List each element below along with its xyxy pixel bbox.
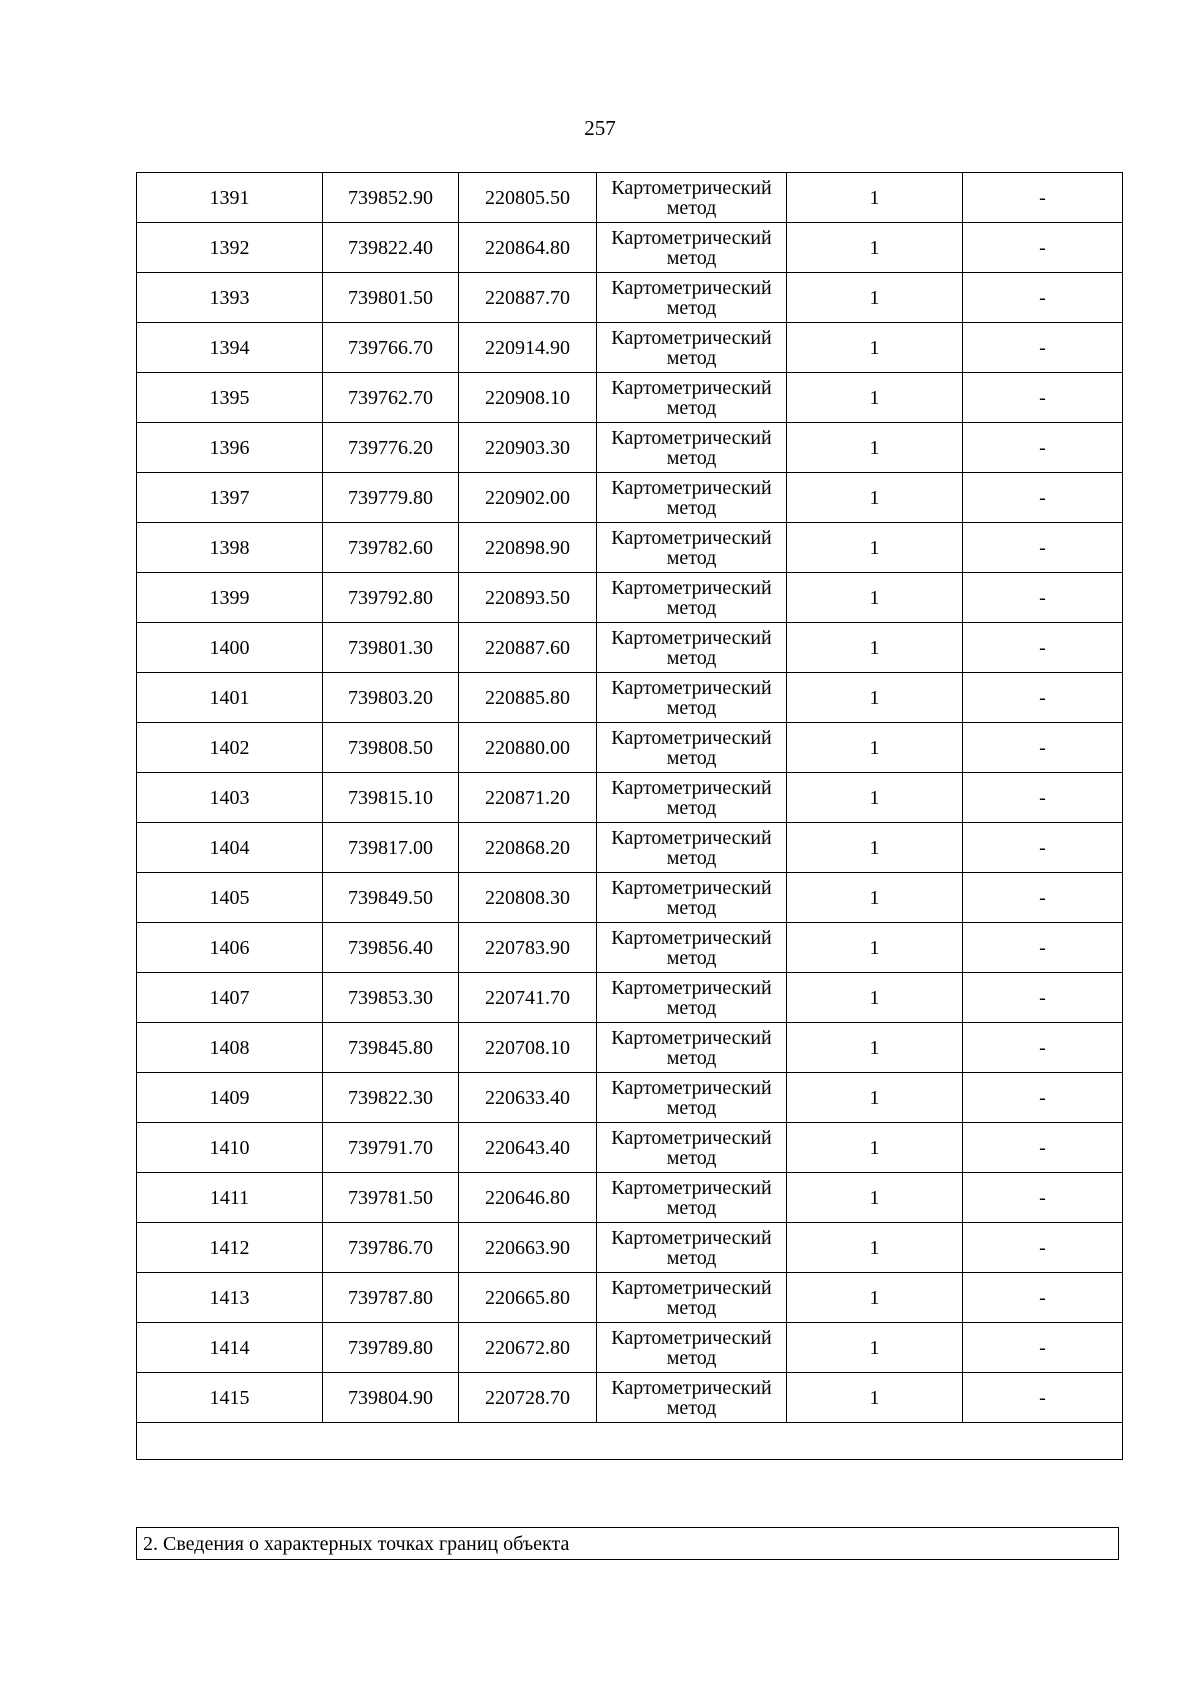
note-cell: -: [963, 673, 1123, 723]
method-line-1: Картометрический: [611, 1176, 772, 1199]
table-row: [137, 1073, 1123, 1123]
method-cell: [597, 773, 787, 823]
method-line-1: Картометрический: [611, 176, 772, 199]
method-line-1: Картометрический: [611, 726, 772, 749]
method-line-2: метод: [666, 196, 717, 219]
x-coordinate-cell: 739808.50: [323, 723, 459, 773]
method-cell: [597, 973, 787, 1023]
y-coordinate-cell: 220864.80: [459, 223, 597, 273]
method-cell: [597, 1223, 787, 1273]
method-line-2: метод: [666, 396, 717, 419]
method-line-2: метод: [666, 896, 717, 919]
accuracy-cell: 1: [787, 223, 963, 273]
x-coordinate-cell: 739801.30: [323, 623, 459, 673]
section-title: 2. Сведения о характерных точках границ объекта: [136, 1527, 1119, 1560]
table-row: [137, 1023, 1123, 1073]
method-line-2: метод: [666, 846, 717, 869]
table-row: [137, 1323, 1123, 1373]
method-cell: [597, 623, 787, 673]
method-line-1: Картометрический: [611, 276, 772, 299]
y-coordinate-cell: 220903.30: [459, 423, 597, 473]
y-coordinate-cell: 220672.80: [459, 1323, 597, 1373]
x-coordinate-cell: 739845.80: [323, 1023, 459, 1073]
note-cell: -: [963, 1373, 1123, 1423]
point-number-cell: 1397: [137, 473, 323, 523]
method-cell: [597, 1123, 787, 1173]
note-cell: -: [963, 773, 1123, 823]
x-coordinate-cell: 739786.70: [323, 1223, 459, 1273]
accuracy-cell: 1: [787, 1373, 963, 1423]
method-line-2: метод: [666, 1146, 717, 1169]
table-row: [137, 773, 1123, 823]
accuracy-cell: 1: [787, 673, 963, 723]
y-coordinate-cell: 220665.80: [459, 1273, 597, 1323]
table-row: [137, 873, 1123, 923]
y-coordinate-cell: 220887.60: [459, 623, 597, 673]
table-row: [137, 723, 1123, 773]
point-number-cell: 1395: [137, 373, 323, 423]
method-line-1: Картометрический: [611, 1126, 772, 1149]
method-cell: [597, 473, 787, 523]
x-coordinate-cell: 739792.80: [323, 573, 459, 623]
point-number-cell: 1411: [137, 1173, 323, 1223]
page-number: 257: [584, 116, 616, 140]
note-cell: -: [963, 1123, 1123, 1173]
point-number-cell: 1393: [137, 273, 323, 323]
method-cell: [597, 823, 787, 873]
x-coordinate-cell: 739801.50: [323, 273, 459, 323]
x-coordinate-cell: 739817.00: [323, 823, 459, 873]
point-number-cell: 1400: [137, 623, 323, 673]
point-number-cell: 1405: [137, 873, 323, 923]
method-line-2: метод: [666, 346, 717, 369]
method-cell: [597, 673, 787, 723]
table-row: [137, 323, 1123, 373]
point-number-cell: 1408: [137, 1023, 323, 1073]
y-coordinate-cell: 220893.50: [459, 573, 597, 623]
table-row: [137, 573, 1123, 623]
method-line-1: Картометрический: [611, 776, 772, 799]
accuracy-cell: 1: [787, 1323, 963, 1373]
x-coordinate-cell: 739762.70: [323, 373, 459, 423]
method-line-1: Картометрический: [611, 476, 772, 499]
method-line-2: метод: [666, 1246, 717, 1269]
accuracy-cell: 1: [787, 273, 963, 323]
method-line-2: метод: [666, 796, 717, 819]
note-cell: -: [963, 1323, 1123, 1373]
point-number-cell: 1396: [137, 423, 323, 473]
x-coordinate-cell: 739781.50: [323, 1173, 459, 1223]
point-number-cell: 1399: [137, 573, 323, 623]
y-coordinate-cell: 220885.80: [459, 673, 597, 723]
note-cell: -: [963, 423, 1123, 473]
method-line-1: Картометрический: [611, 426, 772, 449]
method-line-1: Картометрический: [611, 626, 772, 649]
note-cell: -: [963, 223, 1123, 273]
method-line-1: Картометрический: [611, 926, 772, 949]
point-number-cell: 1401: [137, 673, 323, 723]
x-coordinate-cell: 739856.40: [323, 923, 459, 973]
note-cell: -: [963, 723, 1123, 773]
method-line-2: метод: [666, 446, 717, 469]
table-row: [137, 1173, 1123, 1223]
y-coordinate-cell: 220908.10: [459, 373, 597, 423]
method-line-2: метод: [666, 1046, 717, 1069]
point-number-cell: 1415: [137, 1373, 323, 1423]
method-line-1: Картометрический: [611, 376, 772, 399]
table-row: [137, 623, 1123, 673]
point-number-cell: 1413: [137, 1273, 323, 1323]
method-cell: [597, 1173, 787, 1223]
note-cell: -: [963, 973, 1123, 1023]
accuracy-cell: 1: [787, 373, 963, 423]
point-number-cell: 1410: [137, 1123, 323, 1173]
method-cell: [597, 1073, 787, 1123]
empty-row: [137, 1423, 1123, 1460]
table-row: [137, 923, 1123, 973]
accuracy-cell: 1: [787, 773, 963, 823]
method-cell: [597, 323, 787, 373]
y-coordinate-cell: 220914.90: [459, 323, 597, 373]
method-cell: [597, 173, 787, 223]
method-line-1: Картометрический: [611, 826, 772, 849]
method-line-2: метод: [666, 1096, 717, 1119]
x-coordinate-cell: 739776.20: [323, 423, 459, 473]
table-row: [137, 1223, 1123, 1273]
method-cell: [597, 873, 787, 923]
table-row: [137, 523, 1123, 573]
point-number-cell: 1403: [137, 773, 323, 823]
method-line-2: метод: [666, 1196, 717, 1219]
table-row: [137, 973, 1123, 1023]
y-coordinate-cell: 220663.90: [459, 1223, 597, 1273]
method-line-1: Картометрический: [611, 1376, 772, 1399]
x-coordinate-cell: 739766.70: [323, 323, 459, 373]
table-row: [137, 223, 1123, 273]
y-coordinate-cell: 220741.70: [459, 973, 597, 1023]
accuracy-cell: 1: [787, 1173, 963, 1223]
note-cell: -: [963, 1223, 1123, 1273]
method-line-1: Картометрический: [611, 876, 772, 899]
table-row: [137, 273, 1123, 323]
method-cell: [597, 523, 787, 573]
accuracy-cell: 1: [787, 523, 963, 573]
note-cell: -: [963, 1073, 1123, 1123]
y-coordinate-cell: 220633.40: [459, 1073, 597, 1123]
method-line-1: Картометрический: [611, 576, 772, 599]
method-line-2: метод: [666, 646, 717, 669]
note-cell: -: [963, 923, 1123, 973]
x-coordinate-cell: 739804.90: [323, 1373, 459, 1423]
method-line-2: метод: [666, 1296, 717, 1319]
method-line-2: метод: [666, 746, 717, 769]
table-row: [137, 1273, 1123, 1323]
method-line-2: метод: [666, 696, 717, 719]
method-cell: [597, 223, 787, 273]
method-cell: [597, 573, 787, 623]
method-cell: [597, 1273, 787, 1323]
method-line-2: метод: [666, 246, 717, 269]
x-coordinate-cell: 739779.80: [323, 473, 459, 523]
point-number-cell: 1392: [137, 223, 323, 273]
x-coordinate-cell: 739791.70: [323, 1123, 459, 1173]
method-line-1: Картометрический: [611, 526, 772, 549]
accuracy-cell: 1: [787, 573, 963, 623]
method-line-1: Картометрический: [611, 226, 772, 249]
accuracy-cell: 1: [787, 1073, 963, 1123]
point-number-cell: 1402: [137, 723, 323, 773]
note-cell: -: [963, 373, 1123, 423]
method-line-1: Картометрический: [611, 676, 772, 699]
x-coordinate-cell: 739853.30: [323, 973, 459, 1023]
accuracy-cell: 1: [787, 623, 963, 673]
method-line-2: метод: [666, 546, 717, 569]
method-cell: [597, 723, 787, 773]
y-coordinate-cell: 220805.50: [459, 173, 597, 223]
y-coordinate-cell: 220902.00: [459, 473, 597, 523]
x-coordinate-cell: 739789.80: [323, 1323, 459, 1373]
y-coordinate-cell: 220783.90: [459, 923, 597, 973]
empty-cell: [137, 1423, 1123, 1460]
y-coordinate-cell: 220871.20: [459, 773, 597, 823]
accuracy-cell: 1: [787, 173, 963, 223]
table-row: [137, 1123, 1123, 1173]
accuracy-cell: 1: [787, 423, 963, 473]
note-cell: -: [963, 573, 1123, 623]
coordinates-table-body: [137, 173, 1123, 1460]
y-coordinate-cell: 220808.30: [459, 873, 597, 923]
method-line-2: метод: [666, 596, 717, 619]
method-line-2: метод: [666, 496, 717, 519]
point-number-cell: 1409: [137, 1073, 323, 1123]
table-row: [137, 673, 1123, 723]
x-coordinate-cell: 739782.60: [323, 523, 459, 573]
y-coordinate-cell: 220708.10: [459, 1023, 597, 1073]
accuracy-cell: 1: [787, 1223, 963, 1273]
method-cell: [597, 273, 787, 323]
method-line-1: Картометрический: [611, 976, 772, 999]
note-cell: -: [963, 523, 1123, 573]
note-cell: -: [963, 1023, 1123, 1073]
method-line-2: метод: [666, 946, 717, 969]
point-number-cell: 1412: [137, 1223, 323, 1273]
accuracy-cell: 1: [787, 473, 963, 523]
method-line-1: Картометрический: [611, 1326, 772, 1349]
accuracy-cell: 1: [787, 1273, 963, 1323]
table-row: [137, 373, 1123, 423]
accuracy-cell: 1: [787, 1123, 963, 1173]
method-line-1: Картометрический: [611, 1076, 772, 1099]
point-number-cell: 1391: [137, 173, 323, 223]
table-row: [137, 173, 1123, 223]
table-row: [137, 423, 1123, 473]
note-cell: -: [963, 823, 1123, 873]
note-cell: -: [963, 873, 1123, 923]
accuracy-cell: 1: [787, 923, 963, 973]
y-coordinate-cell: 220868.20: [459, 823, 597, 873]
note-cell: -: [963, 1273, 1123, 1323]
y-coordinate-cell: 220643.40: [459, 1123, 597, 1173]
coordinates-table: [136, 172, 1123, 1460]
method-cell: [597, 423, 787, 473]
point-number-cell: 1394: [137, 323, 323, 373]
accuracy-cell: 1: [787, 873, 963, 923]
y-coordinate-cell: 220880.00: [459, 723, 597, 773]
method-cell: [597, 1323, 787, 1373]
point-number-cell: 1414: [137, 1323, 323, 1373]
method-line-1: Картометрический: [611, 1226, 772, 1249]
note-cell: -: [963, 623, 1123, 673]
point-number-cell: 1398: [137, 523, 323, 573]
x-coordinate-cell: 739852.90: [323, 173, 459, 223]
note-cell: -: [963, 473, 1123, 523]
method-line-1: Картометрический: [611, 1276, 772, 1299]
accuracy-cell: 1: [787, 323, 963, 373]
method-line-2: метод: [666, 1346, 717, 1369]
y-coordinate-cell: 220898.90: [459, 523, 597, 573]
point-number-cell: 1407: [137, 973, 323, 1023]
table-row: [137, 823, 1123, 873]
x-coordinate-cell: 739822.30: [323, 1073, 459, 1123]
y-coordinate-cell: 220728.70: [459, 1373, 597, 1423]
point-number-cell: 1406: [137, 923, 323, 973]
method-cell: [597, 923, 787, 973]
y-coordinate-cell: 220646.80: [459, 1173, 597, 1223]
note-cell: -: [963, 173, 1123, 223]
note-cell: -: [963, 1173, 1123, 1223]
method-line-1: Картометрический: [611, 1026, 772, 1049]
table-row: [137, 1373, 1123, 1423]
table-row: [137, 473, 1123, 523]
method-line-2: метод: [666, 996, 717, 1019]
method-cell: [597, 373, 787, 423]
point-number-cell: 1404: [137, 823, 323, 873]
x-coordinate-cell: 739849.50: [323, 873, 459, 923]
accuracy-cell: 1: [787, 973, 963, 1023]
x-coordinate-cell: 739787.80: [323, 1273, 459, 1323]
y-coordinate-cell: 220887.70: [459, 273, 597, 323]
x-coordinate-cell: 739822.40: [323, 223, 459, 273]
accuracy-cell: 1: [787, 1023, 963, 1073]
method-line-2: метод: [666, 296, 717, 319]
x-coordinate-cell: 739815.10: [323, 773, 459, 823]
method-cell: [597, 1023, 787, 1073]
method-cell: [597, 1373, 787, 1423]
note-cell: -: [963, 323, 1123, 373]
method-line-1: Картометрический: [611, 326, 772, 349]
note-cell: -: [963, 273, 1123, 323]
method-line-2: метод: [666, 1396, 717, 1419]
x-coordinate-cell: 739803.20: [323, 673, 459, 723]
accuracy-cell: 1: [787, 723, 963, 773]
accuracy-cell: 1: [787, 823, 963, 873]
